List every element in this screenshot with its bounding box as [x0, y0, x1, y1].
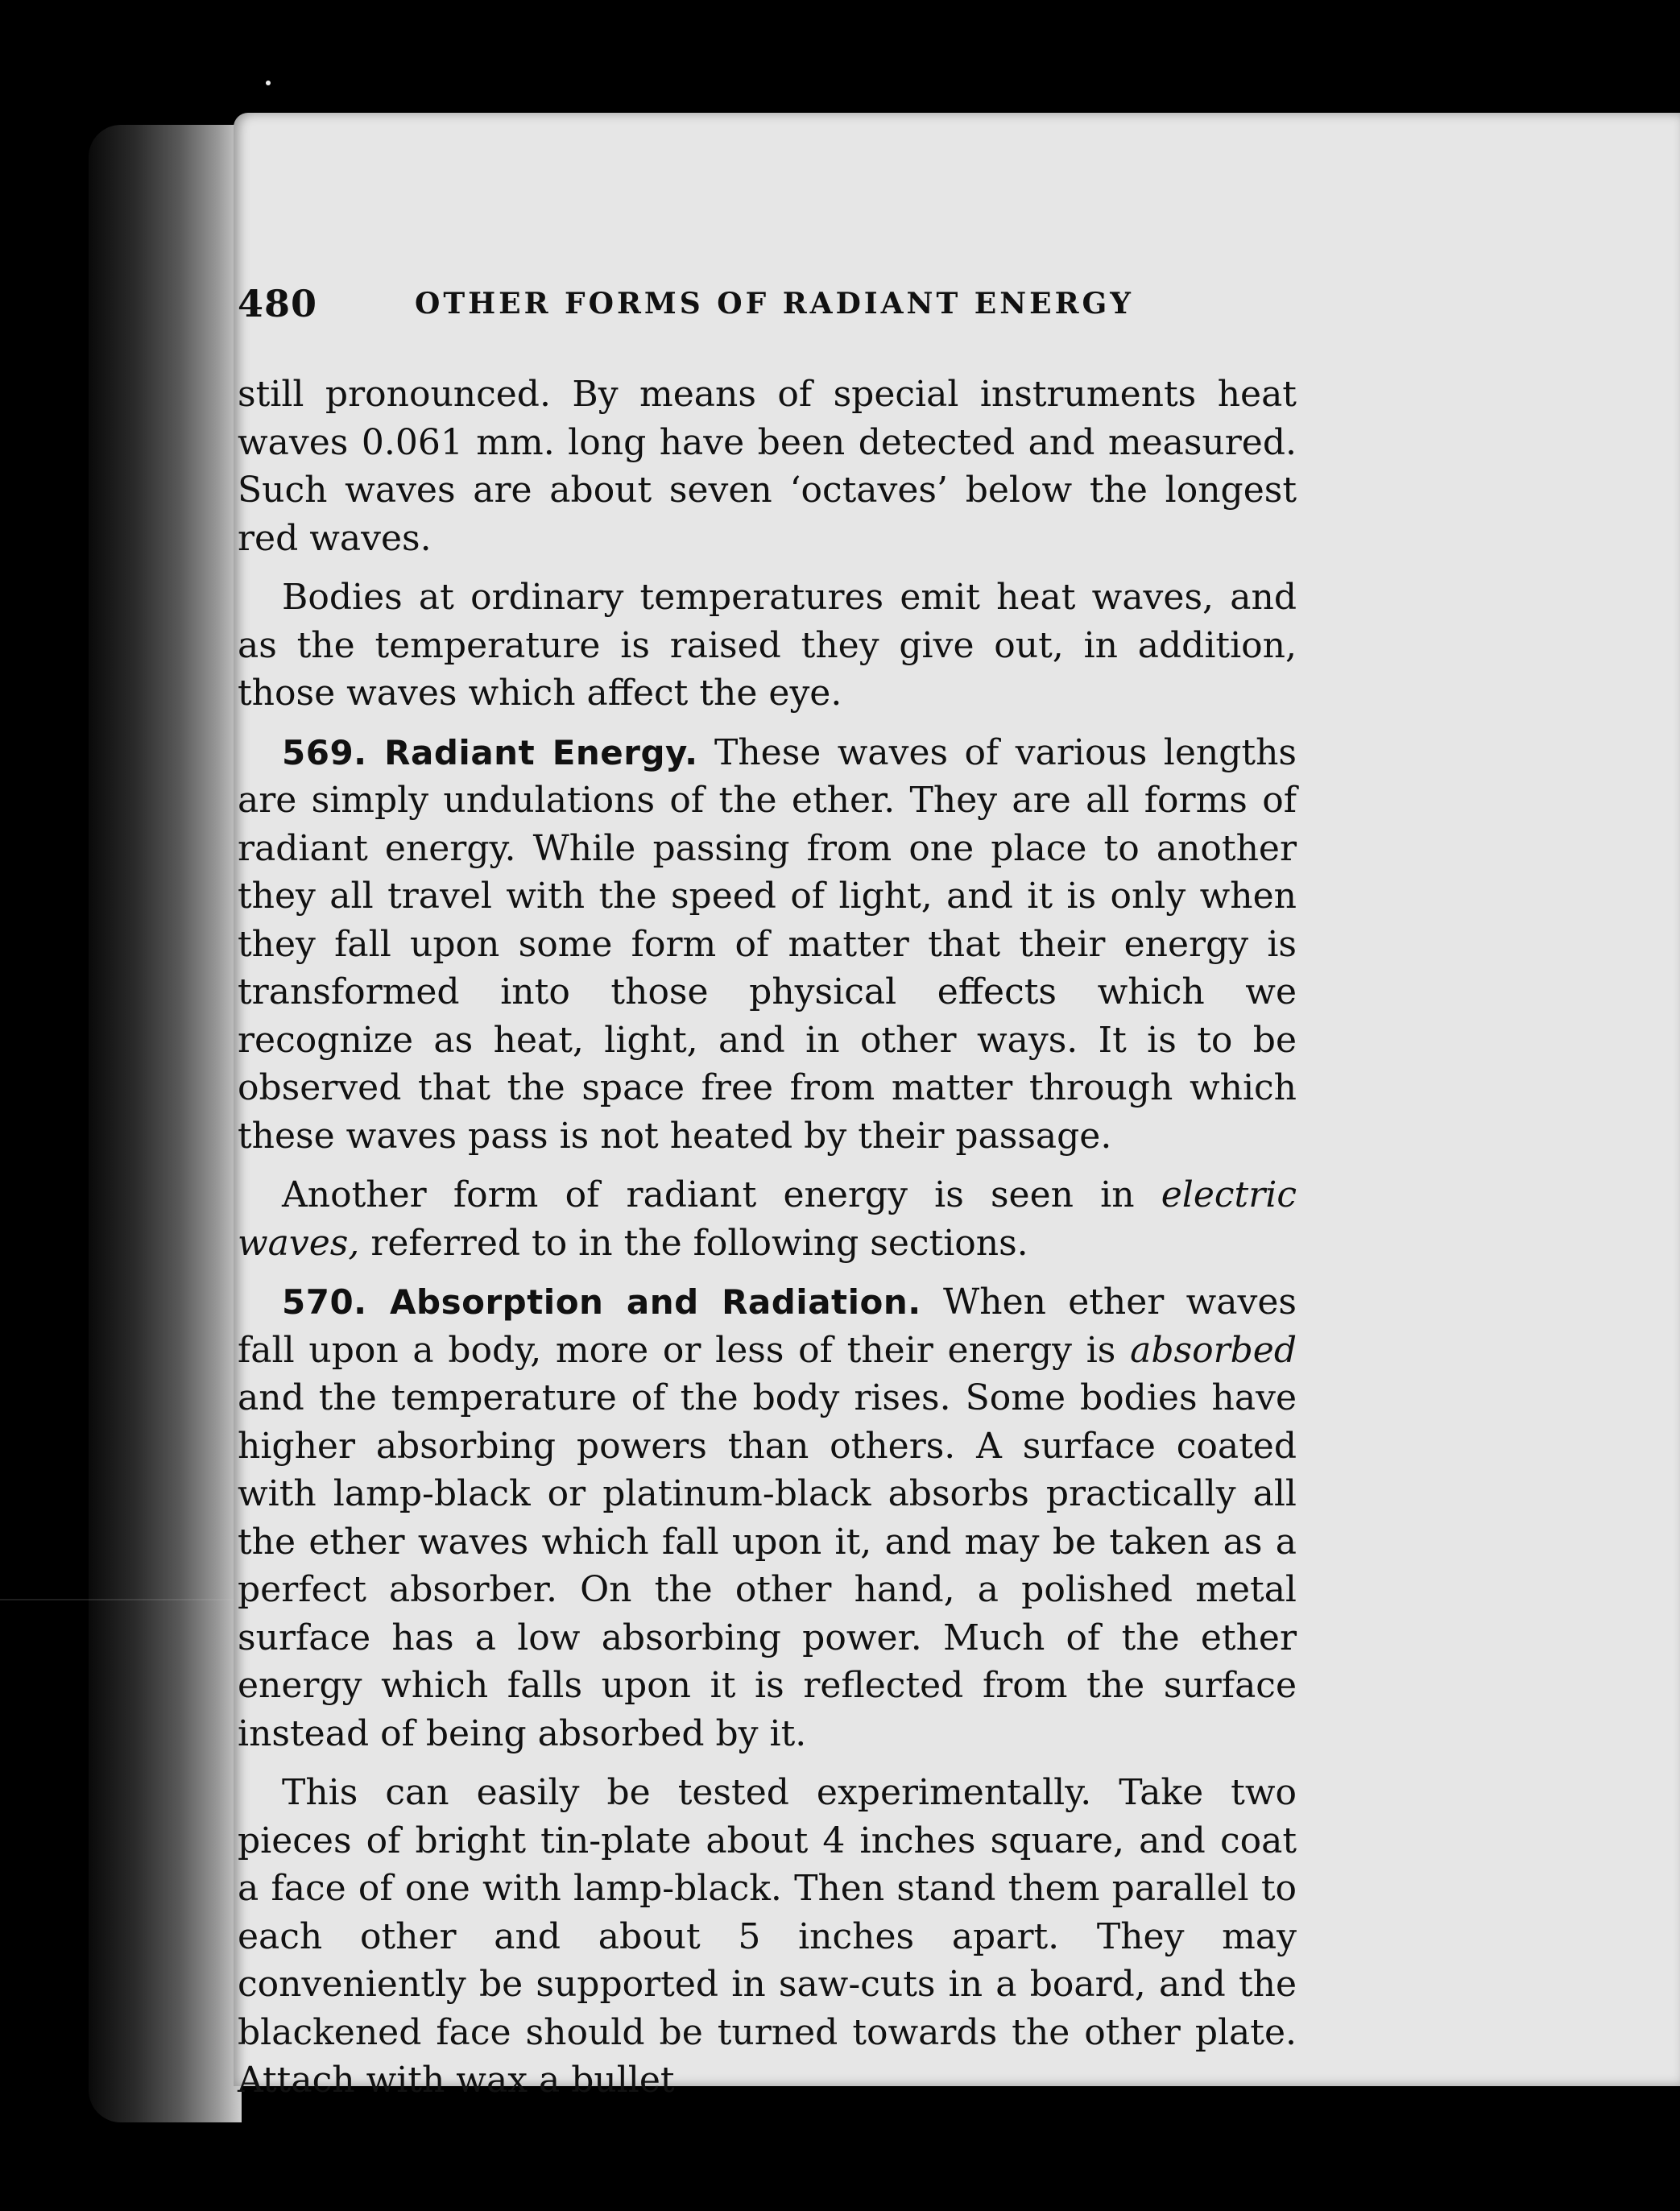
paragraph-text: Bodies at ordinary temperatures emit heat waves, and as the temperature is raised they give out, in addition, those waves which affect the eye.	[238, 577, 1297, 714]
italic-term: absorbed	[1130, 1329, 1297, 1371]
scan-speck	[266, 81, 271, 85]
paragraph	[238, 1171, 1297, 1267]
page-content	[238, 169, 1538, 2101]
running-head	[238, 169, 1538, 325]
paragraph-text: When ether waves fall upon a body, more or less of their energy is	[238, 1281, 1297, 1371]
paragraph-text: referred to in the following sections.	[370, 1222, 1028, 1264]
book-spine-edge	[89, 125, 242, 2122]
paragraph	[238, 1769, 1297, 2105]
page-number: 480	[238, 282, 318, 325]
section-570-paragraph	[238, 1278, 1297, 1758]
section-569-paragraph	[238, 729, 1297, 1161]
body-text	[238, 371, 1297, 2116]
paragraph-text: and the temperature of the body rises. Some bodies have higher absorbing powers than others. A surface coated with lamp-black or platinum-black absorbs practically all the ether waves which fall upon it, and may be taken as a perfect absorber. On the other hand, a polished metal surface has a low absorbing power. Much of the ether energy which falls upon it is reflected from the surface instead of being absorbed by it.	[238, 1377, 1297, 1754]
scan-artifact-line	[0, 1599, 242, 1600]
paragraph-text: This can easily be tested experimentally. Take two pieces of bright tin-plate about 4 inches square, and coat a face of one with lamp-black. Then stand them parallel to each other and about 5 inches apart. They may conveniently be supported in saw-cuts in a board, and the blackened face should be turned towards the other plate. Attach with wax a bullet	[238, 1772, 1297, 2101]
section-heading: 570. Absorption and Radiation.	[282, 1282, 921, 1322]
section-heading: 569. Radiant Energy.	[282, 732, 698, 772]
paragraph-text: Another form of radiant energy is seen in	[282, 1174, 1135, 1215]
italic-term: electric waves,	[238, 1174, 1297, 1264]
running-head-title: OTHER FORMS OF RADIANT ENERGY	[415, 287, 1134, 321]
paragraph-text: These waves of various lengths are simply undulations of the ether. They are all forms of radiant energy. While passing from one place to another they all travel with the speed of light, and it is only when they fall upon some form of matter that their energy is transformed into those physical effects which we recognize as heat, light, and in other ways. It is to be observed that the space free from matter through which these waves pass is not heated by their passage.	[238, 731, 1297, 1157]
paragraph	[238, 371, 1297, 562]
paragraph-text: still pronounced. By means of special instruments heat waves 0.061 mm. long have been detected and measured. Such waves are about seven ‘octaves’ below the longest red waves.	[238, 374, 1297, 559]
paragraph	[238, 573, 1297, 718]
